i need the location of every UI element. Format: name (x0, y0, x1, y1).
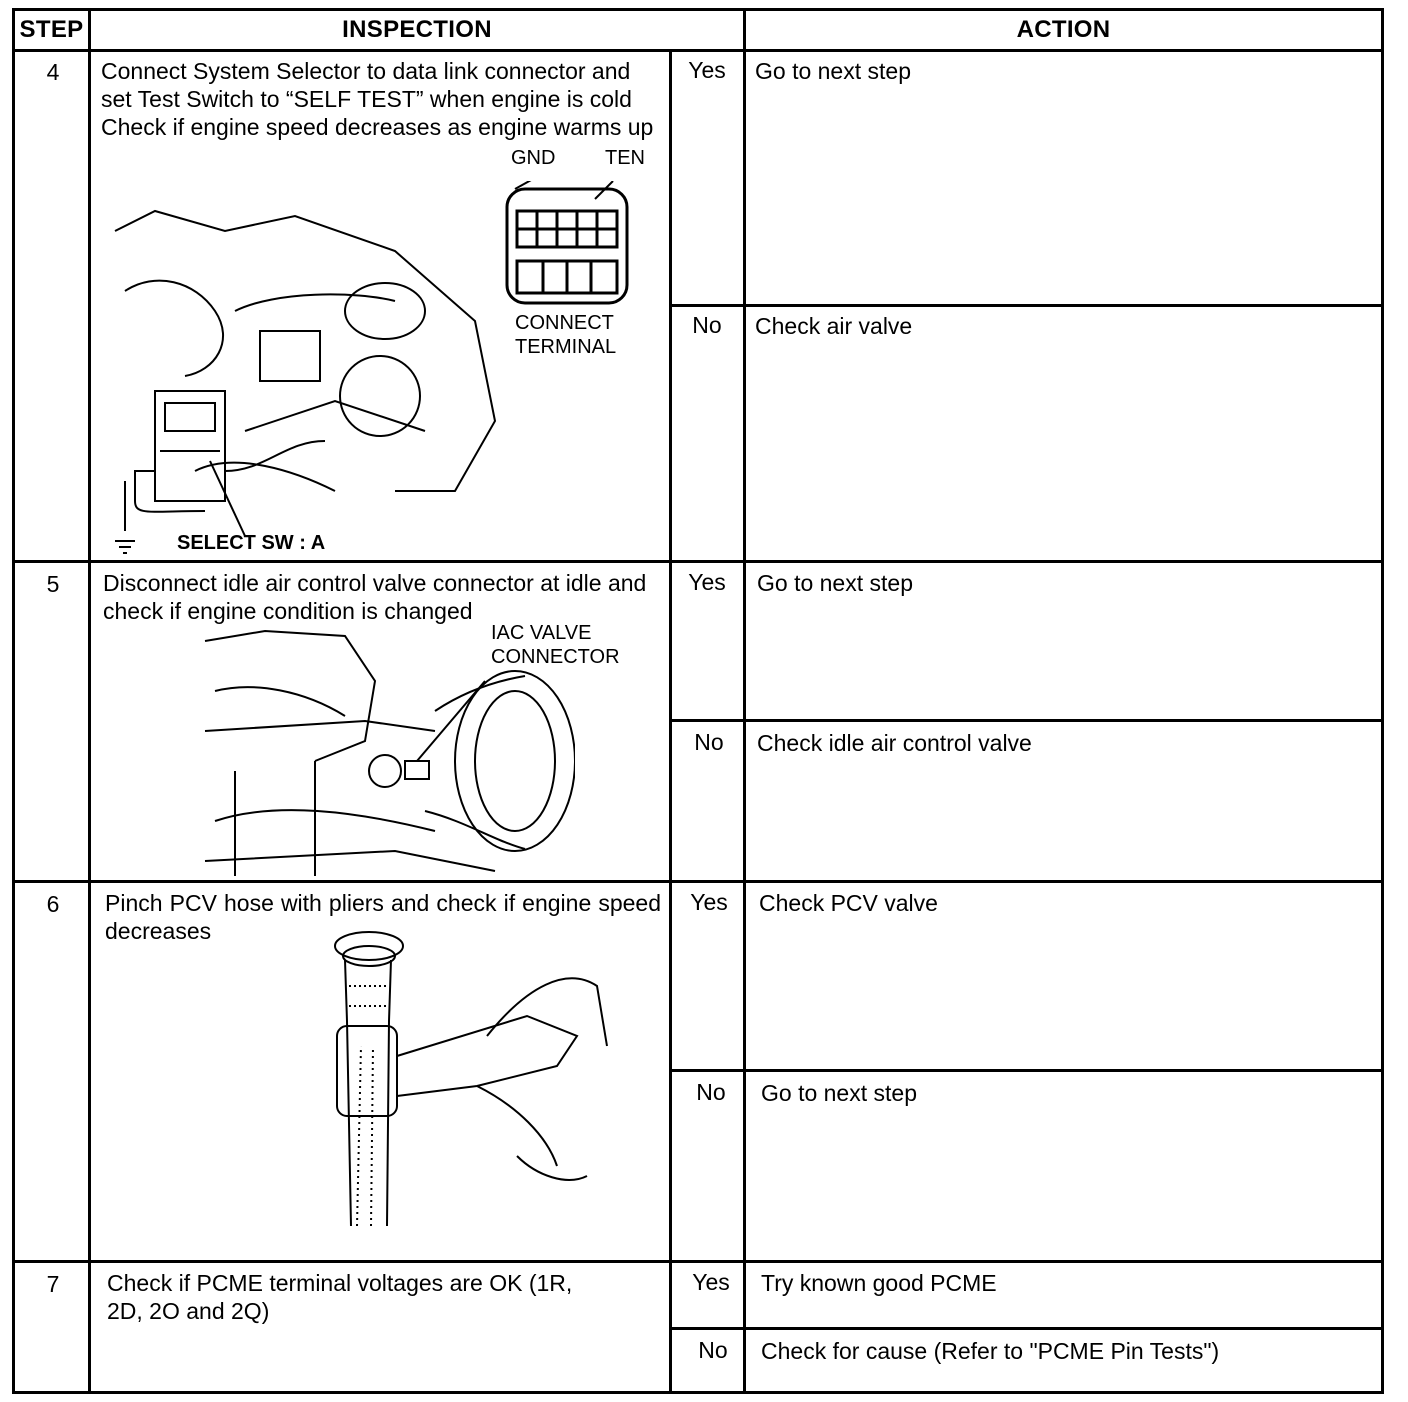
yes-no-divider (671, 719, 1381, 722)
no-action: Go to next step (761, 1080, 917, 1106)
select-sw-label: SELECT SW : A (177, 532, 326, 554)
step-number: 6 (46, 891, 60, 917)
column-divider (88, 11, 91, 1391)
inspection-text: Disconnect idle air control valve connector at idle and check if engine condition is changed (103, 570, 647, 624)
yes-label: Yes (690, 889, 728, 915)
gnd-label: GND (511, 147, 556, 169)
no-label: No (698, 1337, 728, 1363)
troubleshooting-table (12, 8, 1384, 1394)
header-step: STEP (19, 16, 84, 43)
step-number: 5 (46, 571, 60, 597)
yes-label: Yes (688, 57, 726, 83)
row-divider (15, 1260, 1381, 1263)
no-action: Check for cause (Refer to "PCME Pin Tests") (761, 1338, 1220, 1364)
header-action: ACTION (1016, 16, 1111, 43)
yes-no-divider (671, 1327, 1381, 1330)
connect-terminal-label: CONNECT TERMINAL (515, 312, 617, 358)
column-divider (743, 11, 746, 1391)
ten-label: TEN (605, 147, 645, 169)
yes-no-divider (671, 304, 1381, 307)
yes-action: Try known good PCME (761, 1270, 997, 1296)
step-number: 4 (46, 59, 60, 85)
yes-label: Yes (688, 569, 726, 595)
header-inspection: INSPECTION (342, 16, 492, 43)
engine-bay-illustration (95, 171, 505, 561)
yes-action: Go to next step (755, 58, 911, 84)
yes-no-divider (671, 1069, 1381, 1072)
step-number: 7 (46, 1271, 60, 1297)
yes-action: Go to next step (757, 570, 913, 596)
yes-label: Yes (692, 1269, 730, 1295)
header-divider (15, 49, 1381, 52)
no-action: Check idle air control valve (757, 730, 1032, 756)
no-action: Check air valve (755, 313, 913, 339)
no-label: No (696, 1079, 726, 1105)
data-link-connector-diagram (503, 181, 633, 311)
inspection-text: Pinch PCV hose with pliers and check if engine speed decreases (105, 890, 661, 944)
iac-valve-connector-label: IAC VALVE CONNECTOR (491, 622, 620, 668)
pcv-hose-pliers-illustration (327, 926, 617, 1246)
yes-action: Check PCV valve (759, 890, 938, 916)
row-divider (15, 880, 1381, 883)
no-label: No (694, 729, 724, 755)
inspection-text: Check if PCME terminal voltages are OK (1R, 2D, 2O and 2Q) (107, 1270, 573, 1324)
inspection-text: Connect System Selector to data link connector and set Test Switch to “SELF TEST” when engine is cold Check if engine speed decreases as engine warms up (101, 58, 654, 140)
iac-valve-illustration (195, 621, 575, 876)
no-label: No (692, 312, 722, 338)
